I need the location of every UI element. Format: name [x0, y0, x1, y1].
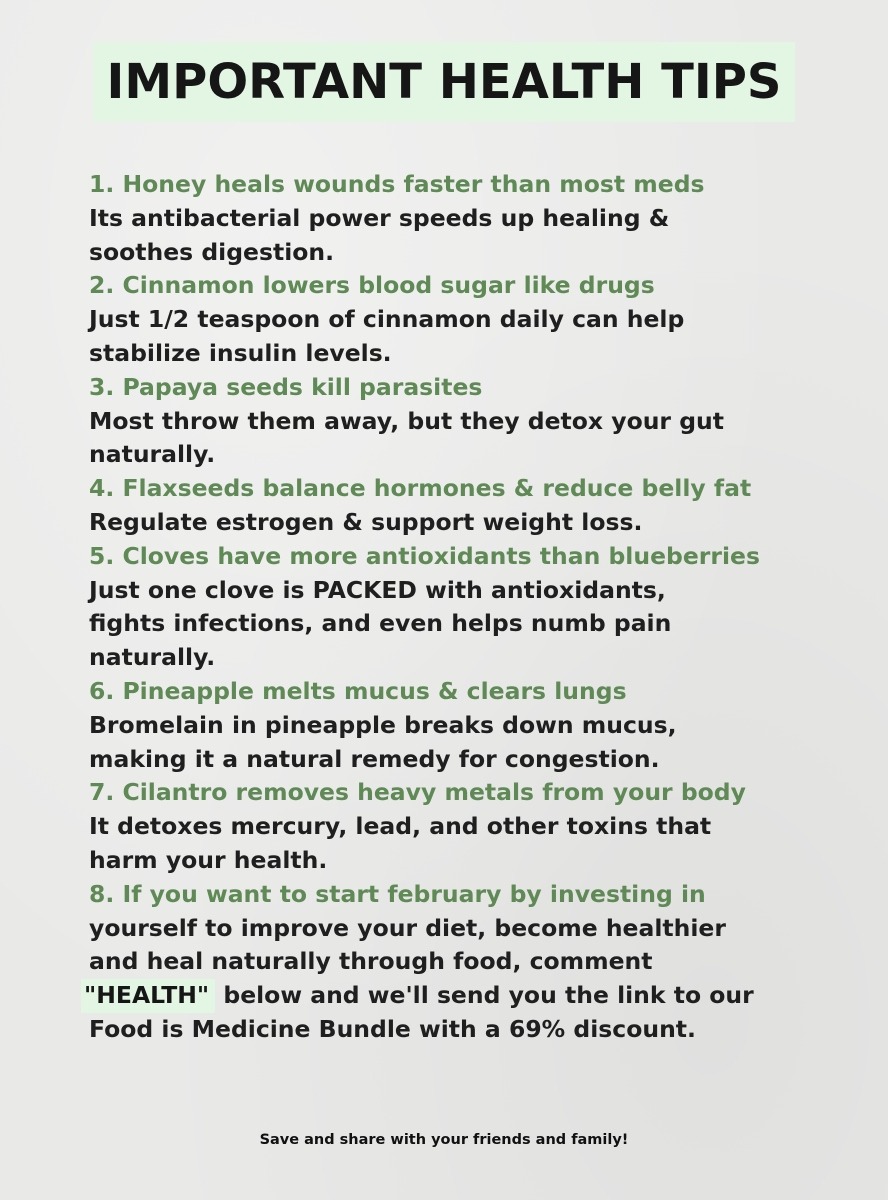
tip-body-line: and heal naturally through food, comment	[89, 947, 653, 976]
tip-body-line	[84, 979, 869, 1013]
tip-body	[89, 810, 869, 878]
tip-item-1	[89, 168, 869, 269]
tip-heading: 8. If you want to start february by investing in	[89, 879, 706, 908]
tip-item-2	[89, 269, 869, 370]
tips-list	[84, 168, 869, 1047]
tip-heading: 6. Pineapple melts mucus & clears lungs	[89, 676, 627, 705]
tip-item-7	[89, 776, 869, 877]
tip-body	[89, 574, 869, 675]
tip-body-line: soothes digestion.	[89, 237, 335, 266]
tip-body-line: naturally.	[89, 643, 216, 672]
tip-body-line: making it a natural remedy for congestion.	[89, 744, 660, 773]
tip-body	[89, 303, 869, 371]
tip-body-line: Just one clove is PACKED with antioxidants,	[89, 575, 666, 604]
tip-body-line: Food is Medicine Bundle with a 69% discount.	[89, 1014, 696, 1043]
tip-body-line: fights infections, and even helps numb pain	[89, 609, 672, 638]
tip-body-line: Its antibacterial power speeds up healing &	[89, 203, 670, 232]
tip-heading: 1. Honey heals wounds faster than most meds	[89, 170, 705, 198]
tip-body-line: yourself to improve your diet, become healthier	[89, 913, 726, 942]
tip-body-line: It detoxes mercury, lead, and other toxins that	[89, 812, 712, 841]
tip-body-line: Most throw them away, but they detox your gut	[89, 406, 724, 435]
tip-body-line: Just 1/2 teaspoon of cinnamon daily can help	[89, 305, 685, 334]
tip-item-8	[84, 878, 869, 1047]
tip-body	[84, 912, 869, 1047]
tip-body	[89, 202, 869, 270]
tip-item-5	[89, 540, 869, 675]
tip-body-line: stabilize insulin levels.	[89, 338, 392, 367]
tip-heading: 5. Cloves have more antioxidants than blueberries	[89, 541, 760, 570]
tip-heading: 7. Cilantro removes heavy metals from your body	[89, 778, 746, 807]
tip-body-line: harm your health.	[89, 845, 328, 874]
tip-body	[89, 506, 869, 540]
tip-body-line: Regulate estrogen & support weight loss.	[89, 507, 643, 536]
tip-item-3	[89, 371, 869, 472]
health-keyword: "HEALTH"	[81, 979, 215, 1013]
page-title: IMPORTANT HEALTH TIPS	[106, 54, 782, 110]
tip-item-6	[89, 675, 869, 776]
tip-body-line: Bromelain in pineapple breaks down mucus,	[89, 710, 677, 739]
tip-heading: 4. Flaxseeds balance hormones & reduce belly fat	[89, 474, 752, 503]
footer-note: Save and share with your friends and family!	[259, 1132, 629, 1148]
tip-heading: 2. Cinnamon lowers blood sugar like drugs	[89, 271, 655, 300]
title-banner	[93, 42, 795, 122]
tip-body-line: naturally.	[89, 440, 216, 469]
tip-body	[89, 405, 869, 473]
tip-heading: 3. Papaya seeds kill parasites	[89, 372, 483, 401]
tip-body	[89, 709, 869, 777]
tip-body-text: below and we'll send you the link to our	[215, 981, 754, 1010]
tip-item-4	[89, 472, 869, 540]
